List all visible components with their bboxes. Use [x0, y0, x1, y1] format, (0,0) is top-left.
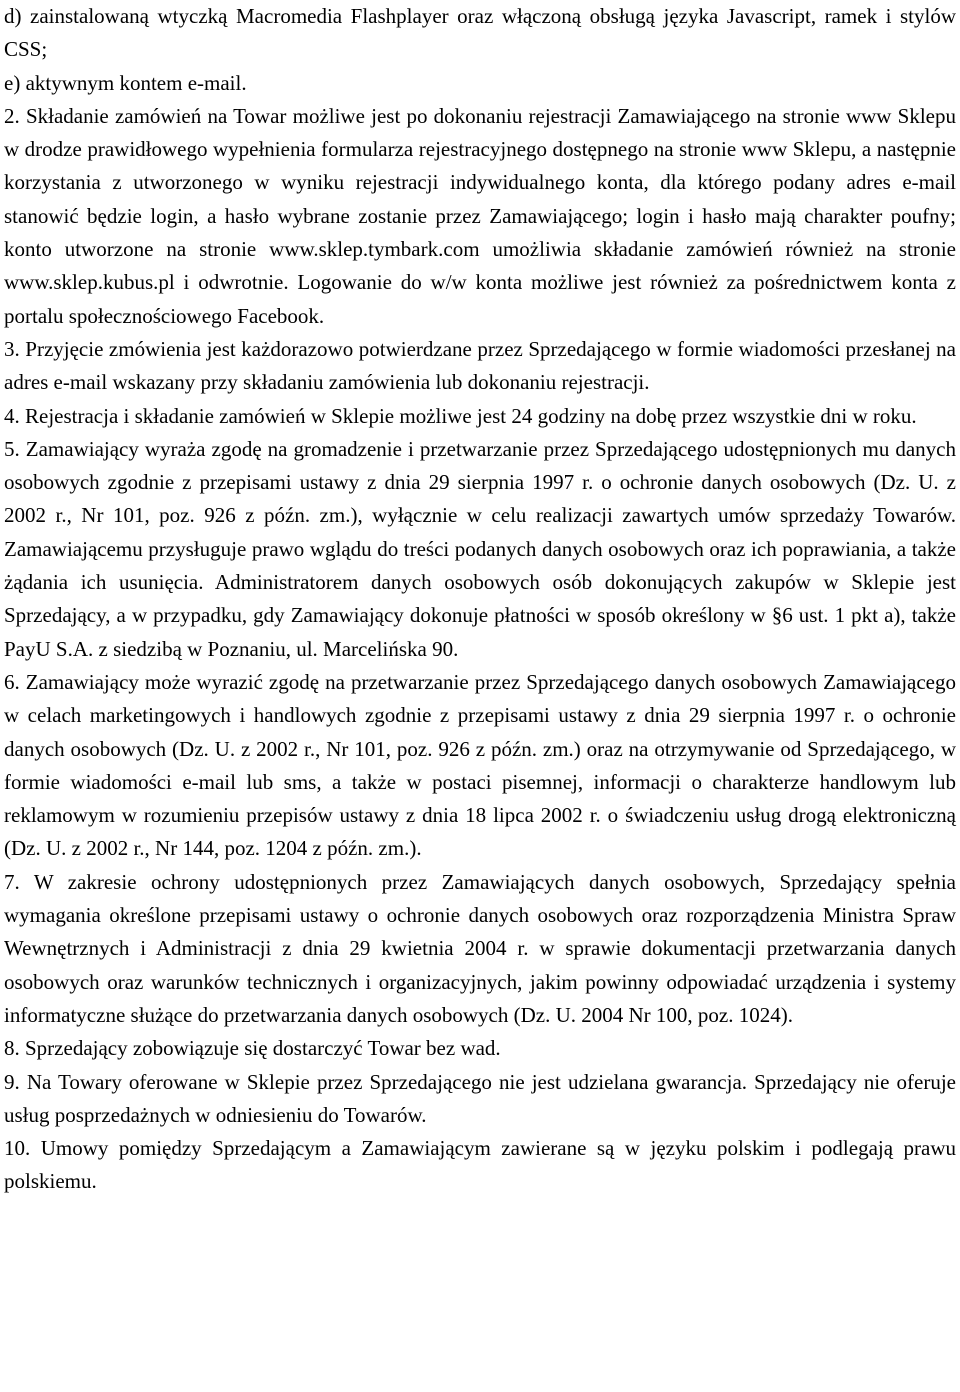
paragraph-10-language-law: 10. Umowy pomiędzy Sprzedającym a Zamawiającym zawierane są w języku polskim i podlegają prawu polskiemu. [4, 1136, 956, 1194]
paragraph-6-marketing-consent: 6. Zamawiający może wyrazić zgodę na przetwarzanie przez Sprzedającego danych osobowych Zamawiającego w celach marketingowych i handlowych zgodnie z przepisami ustawy z dnia 29 sierpnia 1997 r. o ochronie danych osobowych (Dz. U. z 2002 r., Nr 101, poz. 926 z późn. zm.) oraz na otrzymywanie od Sprzedającego, w formie wiadomości e-mail lub sms, a także w postaci pisemnej, informacji o charakterze handlowym lub reklamowym w rozumieniu przepisów ustawy z dnia 18 lipca 2002 r. o świadczeniu usług drogą elektroniczną (Dz. U. z 2002 r., Nr 144, poz. 1204 z późn. zm.). [4, 669, 956, 861]
paragraph-5-data-consent: 5. Zamawiający wyraża zgodę na gromadzenie i przetwarzanie przez Sprzedającego udostępnionych mu danych osobowych zgodnie z przepisami ustawy z dnia 29 sierpnia 1997 r. o ochronie danych osobowych (Dz. U. z 2002 r., Nr 101, poz. 926 z późn. zm.), wyłącznie w celu realizacji zawartych umów sprzedaży Towarów. Zamawiającemu przysługuje prawo wglądu do treści podanych danych osobowych oraz ich poprawiania, a także żądania ich usunięcia. Administratorem danych osobowych osób dokonujących zakupów w Sklepie jest Sprzedający, a w przypadku, gdy Zamawiający dokonuje płatności w sposób określony w §6 ust. 1 pkt a), także PayU S.A. z siedzibą w Poznaniu, ul. Marcelińska 90. [4, 436, 956, 661]
paragraph-9-warranty: 9. Na Towary oferowane w Sklepie przez Sprzedającego nie jest udzielana gwarancja. Sprzedający nie oferuje usług posprzedażnych w odniesieniu do Towarów. [4, 1069, 956, 1127]
paragraph-3-order-confirmation: 3. Przyjęcie zmówienia jest każdorazowo potwierdzane przez Sprzedającego w formie wiadomości przesłanej na adres e-mail wskazany przy składaniu zamówienia lub dokonaniu rejestracji. [4, 336, 956, 395]
paragraph-item-d: d) zainstalowaną wtyczką Macromedia Flashplayer oraz włączoną obsługą języka Javascript, ramek i stylów CSS; [4, 4, 956, 62]
paragraph-2-registration: 2. Składanie zamówień na Towar możliwe jest po dokonaniu rejestracji Zamawiającego na stronie www Sklepu w drodze prawidłowego wypełnienia formularza rejestracyjnego dostępnego na stronie www Sklepu, a następnie korzystania z utworzonego w wyniku rejestracji indywidualnego konta, dla którego podany adres e-mail stanowić będzie login, a hasło wybrane zostanie przez Zamawiającego; login i hasło mają charakter poufny; konto utworzone na stronie www.sklep.tymbark.com umożliwia składanie zamówień również na stronie www.sklep.kubus.pl i odwrotnie. Logowanie do w/w konta możliwe jest również za pośrednictwem konta z portalu społecznościowego Facebook. [4, 103, 956, 328]
paragraph-item-e: e) aktywnym kontem e-mail. [4, 70, 247, 95]
paragraph-7-data-protection: 7. W zakresie ochrony udostępnionych przez Zamawiających danych osobowych, Sprzedający spełnia wymagania określone przepisami ustawy o ochronie danych osobowych oraz rozporządzenia Ministra Spraw Wewnętrznych i Administracji z dnia 29 kwietnia 2004 r. w sprawie dokumentacji przetwarzania danych osobowych oraz warunków technicznych i organizacyjnych, jakim powinny odpowiadać urządzenia i systemy informatyczne służące do przetwarzania danych osobowych (Dz. U. 2004 Nr 100, poz. 1024). [4, 869, 956, 1027]
paragraph-8-goods-without-defects: 8. Sprzedający zobowiązuje się dostarczyć Towar bez wad. [4, 1036, 501, 1061]
document-page [4, 0, 956, 1199]
paragraph-4-availability: 4. Rejestracja i składanie zamówień w Sklepie możliwe jest 24 godziny na dobę przez wszystkie dni w roku. [4, 403, 917, 428]
